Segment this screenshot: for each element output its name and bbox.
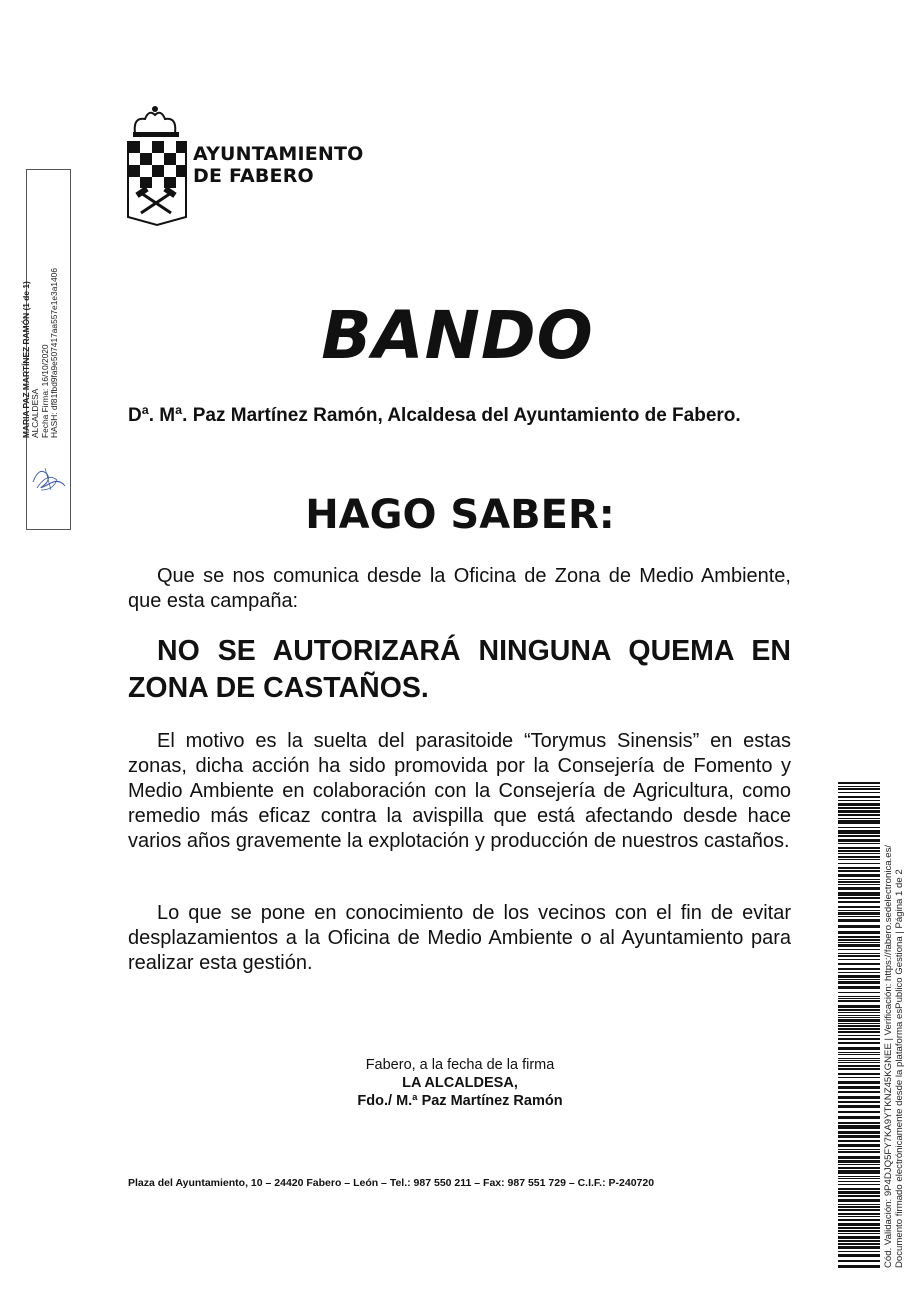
barcode-bar	[838, 1230, 880, 1232]
barcode-bar	[838, 1246, 880, 1249]
barcode-bar	[838, 1017, 880, 1018]
barcode-bar	[838, 906, 880, 908]
barcode-bar	[838, 910, 880, 911]
barcode-bar	[838, 1240, 880, 1242]
barcode-bar	[838, 1167, 880, 1169]
barcode-bar	[838, 1035, 880, 1036]
barcode-bar	[838, 1144, 880, 1147]
barcode-bar	[838, 810, 880, 813]
announcement-heading: HAGO SABER:	[305, 492, 615, 538]
barcode-bar	[838, 1260, 880, 1262]
barcode-bar	[838, 856, 880, 858]
barcode-bar	[838, 1073, 880, 1075]
barcode-bar	[838, 972, 880, 973]
validation-text	[883, 845, 905, 1268]
barcode-bar	[838, 874, 880, 877]
barcode-bar	[838, 807, 880, 809]
place-date: Fabero, a la fecha de la firma	[365, 1057, 555, 1073]
signature-date: Fecha Firma: 16/10/2020	[39, 344, 50, 438]
logo-line-1: AYUNTAMIENTO	[193, 143, 364, 165]
closing-block	[240, 1056, 680, 1110]
barcode-bar	[838, 1204, 880, 1205]
barcode-bar	[838, 942, 880, 943]
signer-title: LA ALCALDESA,	[402, 1075, 518, 1091]
barcode-bar	[838, 1213, 880, 1215]
barcode-bar	[838, 1206, 880, 1208]
barcode-bar	[838, 830, 880, 834]
barcode-bar	[838, 814, 880, 816]
barcode-bar	[838, 1251, 880, 1252]
barcode-bar	[838, 1009, 880, 1011]
barcode-bar	[838, 881, 880, 883]
barcode-bar	[838, 1101, 880, 1103]
barcode-bar	[838, 1025, 880, 1027]
signer-role: ALCALDESA	[30, 388, 41, 438]
barcode-bar	[838, 1047, 880, 1050]
barcode-bar	[838, 1086, 880, 1089]
barcode-bar	[838, 912, 880, 915]
barcode-bar	[838, 1052, 880, 1053]
logo-wordmark	[193, 143, 364, 187]
paragraph-reason: El motivo es la suelta del parasitoide “Torymus Sinensis” en estas zonas, dicha acción ha sido promovida por la Consejería de Fomento y Medio Ambiente en colaboración con la Consejería de Agricultura, como remedio más eficaz contra la avispilla que está afectando desde hace varios años gravemente la explotación y producción de nuestros castaños.	[128, 730, 791, 852]
barcode-bar	[838, 1151, 880, 1153]
barcode-bar	[838, 986, 880, 989]
barcode-bar	[838, 1042, 880, 1044]
signer-name: MARIA PAZ MARTÍNEZ RAMÓN (1 de 1)	[21, 281, 31, 438]
barcode-bar	[838, 1216, 880, 1217]
barcode-bar	[838, 919, 880, 922]
barcode-bar	[838, 981, 880, 984]
barcode-bar	[838, 843, 880, 844]
barcode-bar	[838, 963, 880, 965]
barcode-bar	[838, 1176, 880, 1177]
barcode-bar	[838, 1131, 880, 1134]
barcode-bar	[838, 1122, 880, 1124]
barcode-bar	[838, 1191, 880, 1194]
barcode-bar	[838, 803, 880, 806]
barcode-bar	[838, 887, 880, 890]
barcode-bar	[838, 939, 880, 941]
barcode-bar	[838, 992, 880, 993]
barcode-bar	[838, 931, 880, 934]
barcode-bar	[838, 1060, 880, 1061]
barcode-bar	[838, 800, 880, 801]
barcode-bar	[838, 953, 880, 954]
barcode-bar	[838, 1065, 880, 1067]
barcode-bar	[838, 850, 880, 852]
barcode-bar	[838, 1012, 880, 1013]
barcode-bar	[838, 1170, 880, 1174]
barcode-bar	[838, 1184, 880, 1185]
barcode-bar	[838, 853, 880, 854]
barcode-bar	[838, 959, 880, 960]
barcode-bar	[838, 1038, 880, 1040]
barcode-bar	[838, 1140, 880, 1142]
barcode-bar	[838, 1031, 880, 1033]
barcode-bar	[838, 1195, 880, 1197]
barcode-bar	[838, 1164, 880, 1165]
barcode-bar	[838, 1111, 880, 1113]
barcode-bar	[838, 925, 880, 928]
signature-hash: HASH: df81fbd9fa9e507417aa557e1e3a1406	[49, 268, 60, 438]
barcode-bar	[838, 1000, 880, 1002]
barcode-bar	[838, 975, 880, 978]
barcode-bar	[838, 1068, 880, 1070]
barcode-bar	[838, 839, 880, 842]
signed-by: Fdo./ M.ª Paz Martínez Ramón	[357, 1093, 563, 1109]
address-footer: Plaza del Ayuntamiento, 10 – 24420 Fabero – León – Tel.: 987 550 211 – Fax: 987 551 729 – C.I.F.: P-240720	[128, 1177, 655, 1189]
barcode-bar	[838, 1019, 880, 1022]
barcode-bar	[838, 1149, 880, 1150]
barcode-bar	[838, 1236, 880, 1239]
issuer-line: Dª. Mª. Paz Martínez Ramón, Alcaldesa del Ayuntamiento de Fabero.	[128, 405, 741, 426]
barcode-bar	[838, 870, 880, 872]
barcode-bar	[838, 1219, 880, 1221]
barcode-bar	[838, 1265, 880, 1268]
barcode-bar	[838, 1015, 880, 1016]
barcode-bar	[838, 892, 880, 896]
barcode-bar	[838, 1188, 880, 1190]
barcode-bar	[838, 1058, 880, 1059]
barcode-bar	[838, 1223, 880, 1226]
barcode-bar	[838, 863, 880, 864]
barcode-bar	[838, 1125, 880, 1129]
barcode-bar	[838, 1181, 880, 1182]
barcode-bar	[838, 788, 880, 790]
barcode-bar	[838, 944, 880, 947]
barcode-bar	[838, 1227, 880, 1229]
barcode-bar	[838, 879, 880, 880]
barcode-bar	[838, 1243, 880, 1245]
barcode-bar	[838, 1062, 880, 1063]
barcode-bar	[838, 1135, 880, 1138]
paragraph-intro: Que se nos comunica desde la Oficina de Zona de Medio Ambiente, que esta campaña:	[128, 565, 791, 612]
barcode-bar	[838, 968, 880, 970]
barcode-bar	[838, 835, 880, 837]
barcode-bar	[838, 867, 880, 869]
barcode-bar	[838, 796, 880, 798]
barcode-bar	[838, 998, 880, 999]
barcode-bar	[838, 1023, 880, 1024]
barcode-bar	[838, 901, 880, 903]
barcode-bar	[838, 1081, 880, 1084]
barcode-bar	[838, 1116, 880, 1119]
barcode-bar	[838, 1160, 880, 1163]
barcode-bar	[838, 827, 880, 828]
barcode-bar	[838, 1199, 880, 1202]
validation-code: Cód. Validación: 9P4DJQ5FY7KA9YTKNZ45KGNEE | Verificación: https://fabero.sedelectronica.es/	[883, 844, 894, 1268]
barcode-bar	[838, 782, 880, 784]
validation-barcode	[838, 782, 880, 1270]
barcode-bar	[838, 1156, 880, 1159]
prohibition-notice: NO SE AUTORIZARÁ NINGUNA QUEMA EN ZONA DE CASTAÑOS.	[128, 635, 791, 704]
barcode-bar	[838, 786, 880, 787]
barcode-bar	[838, 847, 880, 849]
barcode-bar	[838, 884, 880, 885]
barcode-bar	[838, 916, 880, 917]
paragraph-conclusion: Lo que se pone en conocimiento de los vecinos con el fin de evitar desplazamientos a la Oficina de Medio Ambiente o al Ayuntamiento para realizar esta gestión.	[128, 902, 791, 974]
barcode-bar	[838, 1254, 880, 1257]
barcode-bar	[838, 897, 880, 899]
barcode-bar	[838, 1178, 880, 1179]
barcode-bar	[838, 1105, 880, 1108]
barcode-bar	[838, 1054, 880, 1055]
barcode-bar	[838, 1005, 880, 1008]
barcode-bar	[838, 955, 880, 957]
barcode-bar	[838, 820, 880, 824]
logo-line-2: DE FABERO	[193, 165, 314, 187]
barcode-bar	[838, 1077, 880, 1078]
validation-platform: Documento firmado electrónicamente desde la plataforma esPublico Gestiona | Página 1 de 2	[894, 869, 905, 1268]
barcode-bar	[838, 859, 880, 860]
barcode-bar	[838, 1091, 880, 1093]
barcode-bar	[838, 1028, 880, 1030]
barcode-bar	[838, 1233, 880, 1234]
barcode-bar	[838, 949, 880, 950]
barcode-bar	[838, 936, 880, 938]
barcode-bar	[838, 979, 880, 980]
barcode-bar	[838, 996, 880, 997]
barcode-bar	[838, 818, 880, 819]
barcode-bar	[838, 1209, 880, 1211]
barcode-bar	[838, 792, 880, 793]
barcode-bar	[838, 1096, 880, 1099]
document-title: BANDO	[321, 297, 594, 374]
